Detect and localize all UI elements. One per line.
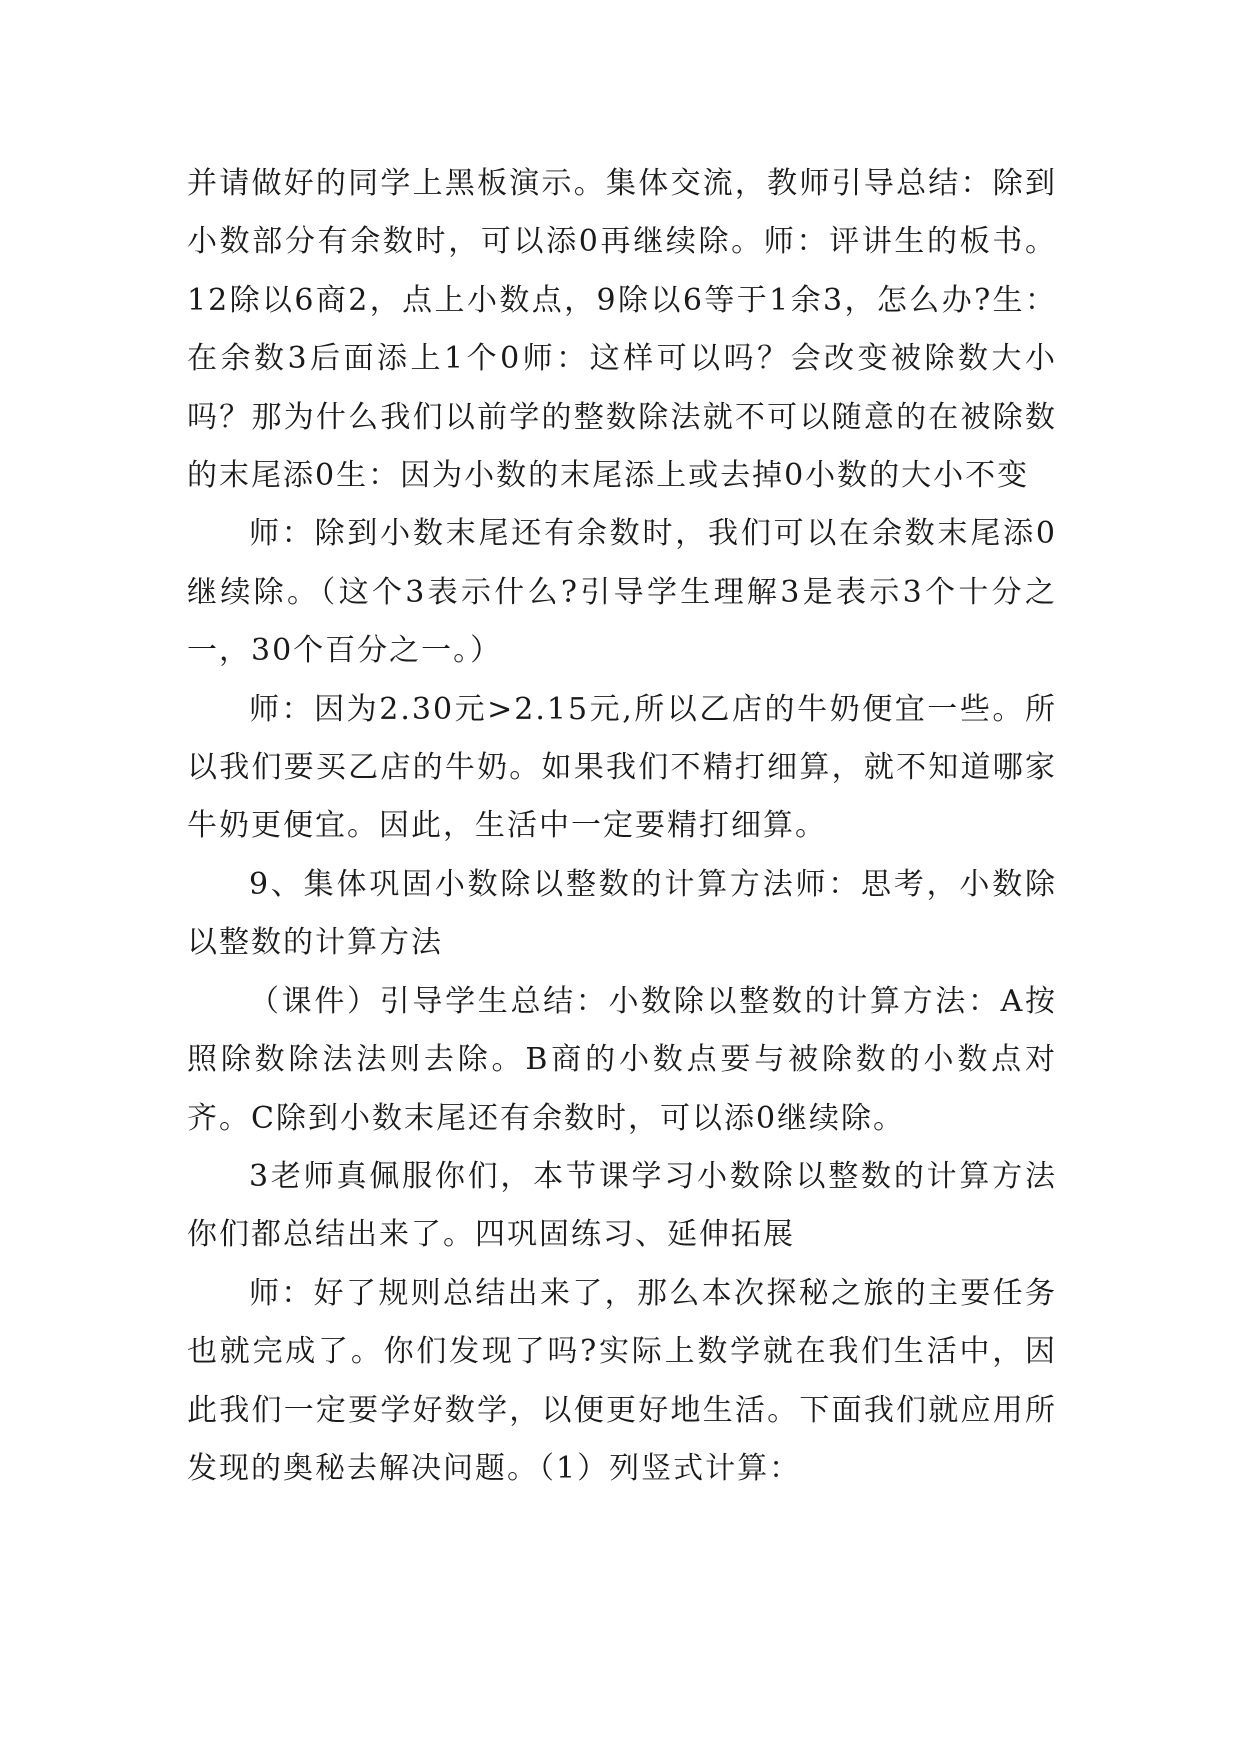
paragraph: 师：好了规则总结出来了，那么本次探秘之旅的主要任务也就完成了。你们发现了吗?实际上数学就在我们生活中，因此我们一定要学好数学，以便更好地生活。下面我们就应用所发现的奥秘去解决问题。（1）列竖式计算：	[187, 1275, 1057, 1486]
paragraph: （课件）引导学生总结：小数除以整数的计算方法：A按照除数除法法则去除。B商的小数点要与被除数的小数点对齐。C除到小数末尾还有余数时，可以添0继续除。	[187, 983, 1057, 1136]
paragraph: 并请做好的同学上黑板演示。集体交流，教师引导总结：除到小数部分有余数时，可以添0再继续除。师：评讲生的板书。12除以6商2，点上小数点，9除以6等于1余3，怎么办?生：在余数3后面添上1个0师：这样可以吗？会改变被除数大小吗？那为什么我们以前学的整数除法就不可以随意的在被除数的末尾添0生：因为小数的末尾添上或去掉0小数的大小不变	[187, 166, 1057, 494]
paragraph: 师：除到小数末尾还有余数时，我们可以在余数末尾添0继续除。（这个3表示什么?引导学生理解3是表示3个十分之一，30个百分之一。）	[187, 516, 1057, 669]
paragraph: 9、集体巩固小数除以整数的计算方法师：思考，小数除以整数的计算方法	[187, 866, 1057, 961]
paragraph: 3老师真佩服你们，本节课学习小数除以整数的计算方法你们都总结出来了。四巩固练习、延伸拓展	[187, 1158, 1057, 1253]
document-body	[187, 155, 1057, 1498]
paragraph: 师：因为2.30元>2.15元,所以乙店的牛奶便宜一些。所以我们要买乙店的牛奶。如果我们不精打细算，就不知道哪家牛奶更便宜。因此，生活中一定要精打细算。	[187, 691, 1057, 844]
